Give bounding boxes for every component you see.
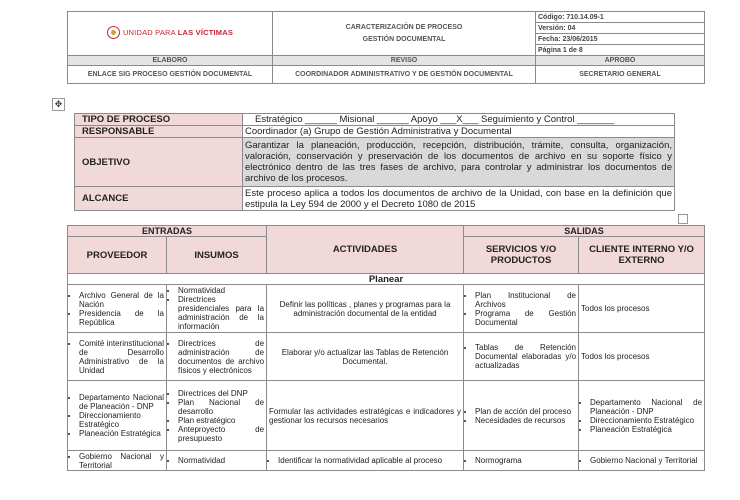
- process-info-table: [74, 113, 675, 211]
- list-item: • Plan de acción del proceso: [475, 407, 576, 416]
- objetivo-label: OBJETIVO: [75, 138, 243, 187]
- objetivo-value: Garantizar la planeación, producción, recepción, distribución, trámite, consulta, organización, valoración, conservación y preservación de los documentos de archivo en su soporte físico y electrónico dentro de las tres fases de archivo, para controlar y administrar los documentos de archivo de los procesos.: [243, 138, 675, 187]
- document-code: Código: 710.14.09-1: [536, 12, 705, 23]
- list-item: • Archivo General de la Nación: [79, 291, 164, 309]
- actividades-header: ACTIVIDADES: [267, 226, 464, 274]
- signature-aprobo: SECRETARIO GENERAL: [536, 66, 705, 84]
- servicios-cell: [464, 451, 579, 471]
- table-move-handle-icon[interactable]: ✥: [52, 98, 65, 111]
- list-item: • Gobierno Nacional y Territorial: [590, 456, 702, 465]
- tipo-proceso-label: TIPO DE PROCESO: [75, 114, 243, 126]
- phase-planear: Planear: [68, 274, 705, 285]
- alcance-value: Este proceso aplica a todos los documentos de archivo de la Unidad, con base en la definición que estipula la Ley 594 de 2000 y el Decreto 1080 de 2015: [243, 187, 675, 211]
- list-item: • Planeación Estratégica: [590, 425, 702, 434]
- list-item: • Necesidades de recursos: [475, 416, 576, 425]
- list-item: • Departamento Nacional de Planeación - DNP: [79, 393, 164, 411]
- table-row: [68, 451, 705, 471]
- document-title: CARACTERIZACIÓN DE PROCESO GESTIÓN DOCUMENTAL: [273, 12, 536, 56]
- signature-reviso: COORDINADOR ADMINISTRATIVO Y DE GESTIÓN DOCUMENTAL: [273, 66, 536, 84]
- proveedor-cell: [68, 451, 167, 471]
- activities-table: [67, 225, 705, 471]
- responsable-value: Coordinador (a) Grupo de Gestión Administrativa y Documental: [243, 126, 675, 138]
- servicios-cell: [464, 285, 579, 333]
- table-row: [68, 381, 705, 451]
- servicios-header: SERVICIOS Y/O PRODUCTOS: [464, 237, 579, 274]
- signature-header-aprobo: APROBÓ: [536, 56, 705, 66]
- coat-of-arms-icon: [107, 26, 120, 39]
- list-item: • Planeación Estratégica: [79, 429, 164, 438]
- actividad-cell: Elaborar y/o actualizar las Tablas de Retención Documental.: [267, 333, 464, 381]
- insumos-cell: [167, 285, 267, 333]
- cliente-cell: [579, 381, 705, 451]
- list-item: • Departamento Nacional de Planeación - DNP: [590, 398, 702, 416]
- table-row: [68, 333, 705, 381]
- proveedor-cell: [68, 333, 167, 381]
- tipo-proceso-value: Estratégico ______ Misional ______ Apoyo ___X___ Seguimiento y Control _______: [243, 114, 675, 126]
- document-header: [67, 11, 705, 84]
- list-item: • Tablas de Retención Documental elaboradas y/o actualizadas: [475, 343, 576, 370]
- signature-header-elaboro: ELABORÓ: [68, 56, 273, 66]
- list-item: • Direccionamiento Estratégico: [79, 411, 164, 429]
- actividad-cell: Formular las actividades estratégicas e indicadores y gestionar los recursos necesarios: [267, 381, 464, 451]
- signature-elaboro: ENLACE SIG PROCESO GESTIÓN DOCUMENTAL: [68, 66, 273, 84]
- table-row: [68, 285, 705, 333]
- table-resize-handle-icon[interactable]: [678, 214, 688, 224]
- proveedor-cell: [68, 381, 167, 451]
- signature-header-reviso: REVISÓ: [273, 56, 536, 66]
- alcance-label: ALCANCE: [75, 187, 243, 211]
- actividad-cell: [267, 451, 464, 471]
- cliente-cell: Todos los procesos: [579, 285, 705, 333]
- list-item: • Anteproyecto de presupuesto: [178, 425, 264, 443]
- insumos-header: INSUMOS: [167, 237, 267, 274]
- document-date: Fecha: 23/06/2015: [536, 34, 705, 45]
- insumos-cell: [167, 381, 267, 451]
- list-item: • Directrices del DNP: [178, 389, 264, 398]
- entradas-header: ENTRADAS: [68, 226, 267, 237]
- list-item: • Directrices presidenciales para la administración de la información: [178, 295, 264, 331]
- proveedor-header: PROVEEDOR: [68, 237, 167, 274]
- cliente-cell: [579, 451, 705, 471]
- document-page-number: Página 1 de 8: [536, 45, 705, 56]
- list-item: • Programa de Gestión Documental: [475, 309, 576, 327]
- unidad-victimas-logo: UNIDAD PARA LAS VÍCTIMAS: [107, 26, 233, 39]
- insumos-cell: [167, 451, 267, 471]
- servicios-cell: [464, 333, 579, 381]
- cliente-cell: Todos los procesos: [579, 333, 705, 381]
- list-item: • Normatividad: [178, 286, 264, 295]
- cliente-header: CLIENTE INTERNO Y/O EXTERNO: [579, 237, 705, 274]
- proveedor-cell: [68, 285, 167, 333]
- insumos-cell: [167, 333, 267, 381]
- actividad-cell: Definir las políticas , planes y programas para la administración documental de la entidad: [267, 285, 464, 333]
- list-item: • Identificar la normatividad aplicable al proceso: [278, 456, 461, 465]
- document-version: Versión: 04: [536, 23, 705, 34]
- list-item: • Comité interinstitucional de Desarrollo Administrativo de la Unidad: [79, 339, 164, 375]
- salidas-header: SALIDAS: [464, 226, 705, 237]
- list-item: • Directrices de administración de documentos de archivo físicos y electrónicos: [178, 339, 264, 375]
- list-item: • Normograma: [475, 456, 576, 465]
- list-item: • Plan estratégico: [178, 416, 264, 425]
- list-item: • Direccionamiento Estratégico: [590, 416, 702, 425]
- logo-cell: [68, 12, 273, 56]
- list-item: • Plan Institucional de Archivos: [475, 291, 576, 309]
- list-item: • Normatividad: [178, 456, 264, 465]
- list-item: • Plan Nacional de desarrollo: [178, 398, 264, 416]
- list-item: • Gobierno Nacional y Territorial: [79, 452, 164, 470]
- list-item: • Presidencia de la República: [79, 309, 164, 327]
- servicios-cell: [464, 381, 579, 451]
- responsable-label: RESPONSABLE: [75, 126, 243, 138]
